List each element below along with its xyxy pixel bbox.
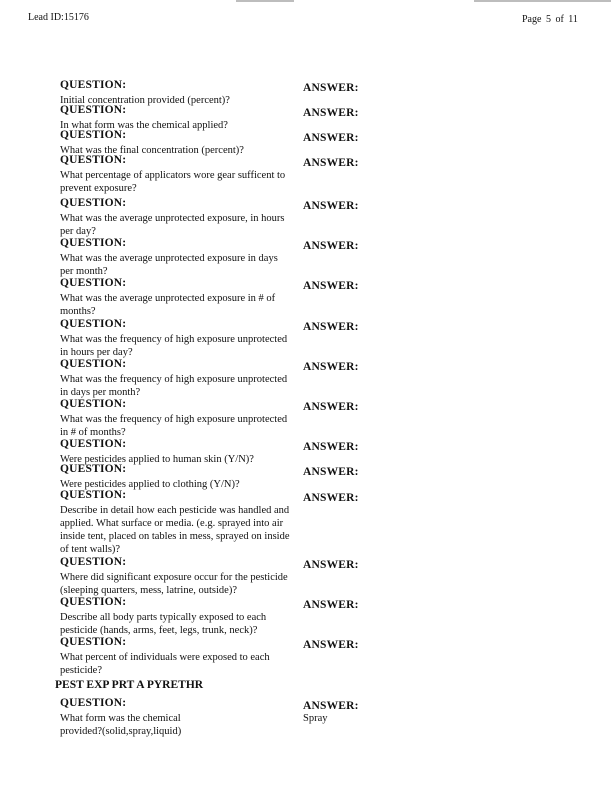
question-text: Were pesticides applied to clothing (Y/N)? [60,479,240,490]
question-text: Describe all body parts typically exposed to each pesticide (hands, arms, feet, legs, trunk, neck)? [60,612,267,636]
question-label: QUESTION: [60,237,127,249]
question-label: QUESTION: [60,489,127,501]
question-text: What was the frequency of high exposure unprotected in hours per day? [60,334,288,358]
answer-label: ANSWER: [303,492,359,504]
question-text: What was the frequency of high exposure unprotected in # of months? [60,414,288,438]
question-text: What form was the chemical provided?(solid,spray,liquid) [60,713,182,737]
question-label: QUESTION: [60,129,127,141]
question-text: What percent of individuals were exposed to each pesticide? [60,652,270,676]
scan-edge-line [236,0,294,2]
question-label: QUESTION: [60,596,127,608]
question-text: What was the average unprotected exposure in days per month? [60,253,278,277]
question-text: Initial concentration provided (percent)? [60,95,230,106]
question-label: QUESTION: [60,358,127,370]
question-text: In what form was the chemical applied? [60,120,228,131]
question-label: QUESTION: [60,277,127,289]
question-text: What percentage of applicators wore gear sufficent to prevent exposure? [60,170,286,194]
lead-id: Lead ID:15176 [28,12,89,23]
answer-label: ANSWER: [303,157,359,169]
answer-value: Spray [303,713,328,724]
answer-label: ANSWER: [303,639,359,651]
question-text: What was the frequency of high exposure unprotected in days per month? [60,374,288,398]
question-text: What was the final concentration (percent)? [60,145,244,156]
answer-label: ANSWER: [303,321,359,333]
answer-label: ANSWER: [303,401,359,413]
question-label: QUESTION: [60,697,127,709]
answer-label: ANSWER: [303,280,359,292]
section-title: PEST EXP PRT A PYRETHR [55,679,204,691]
question-label: QUESTION: [60,636,127,648]
page-number: Page 5 of 11 [522,14,578,25]
answer-label: ANSWER: [303,361,359,373]
question-text: What was the average unprotected exposure, in hours per day? [60,213,285,237]
answer-label: ANSWER: [303,240,359,252]
answer-label: ANSWER: [303,700,359,712]
answer-label: ANSWER: [303,599,359,611]
answer-label: ANSWER: [303,466,359,478]
question-text: Were pesticides applied to human skin (Y/N)? [60,454,254,465]
question-text: Describe in detail how each pesticide was handled and applied. What surface or media. (e.g. sprayed into air inside tent, placed on tables in mess, sprayed on inside of tent walls)? [60,505,290,555]
question-label: QUESTION: [60,79,127,91]
answer-label: ANSWER: [303,82,359,94]
answer-label: ANSWER: [303,441,359,453]
answer-label: ANSWER: [303,559,359,571]
question-label: QUESTION: [60,463,127,475]
answer-label: ANSWER: [303,107,359,119]
question-label: QUESTION: [60,104,127,116]
answer-label: ANSWER: [303,200,359,212]
question-text: Where did significant exposure occur for the pesticide (sleeping quarters, mess, latrine, outside)? [60,572,288,596]
question-label: QUESTION: [60,197,127,209]
question-text: What was the average unprotected exposure in # of months? [60,293,276,317]
question-label: QUESTION: [60,318,127,330]
question-label: QUESTION: [60,398,127,410]
question-label: QUESTION: [60,154,127,166]
scan-edge-line [474,0,611,2]
answer-label: ANSWER: [303,132,359,144]
question-label: QUESTION: [60,556,127,568]
question-label: QUESTION: [60,438,127,450]
